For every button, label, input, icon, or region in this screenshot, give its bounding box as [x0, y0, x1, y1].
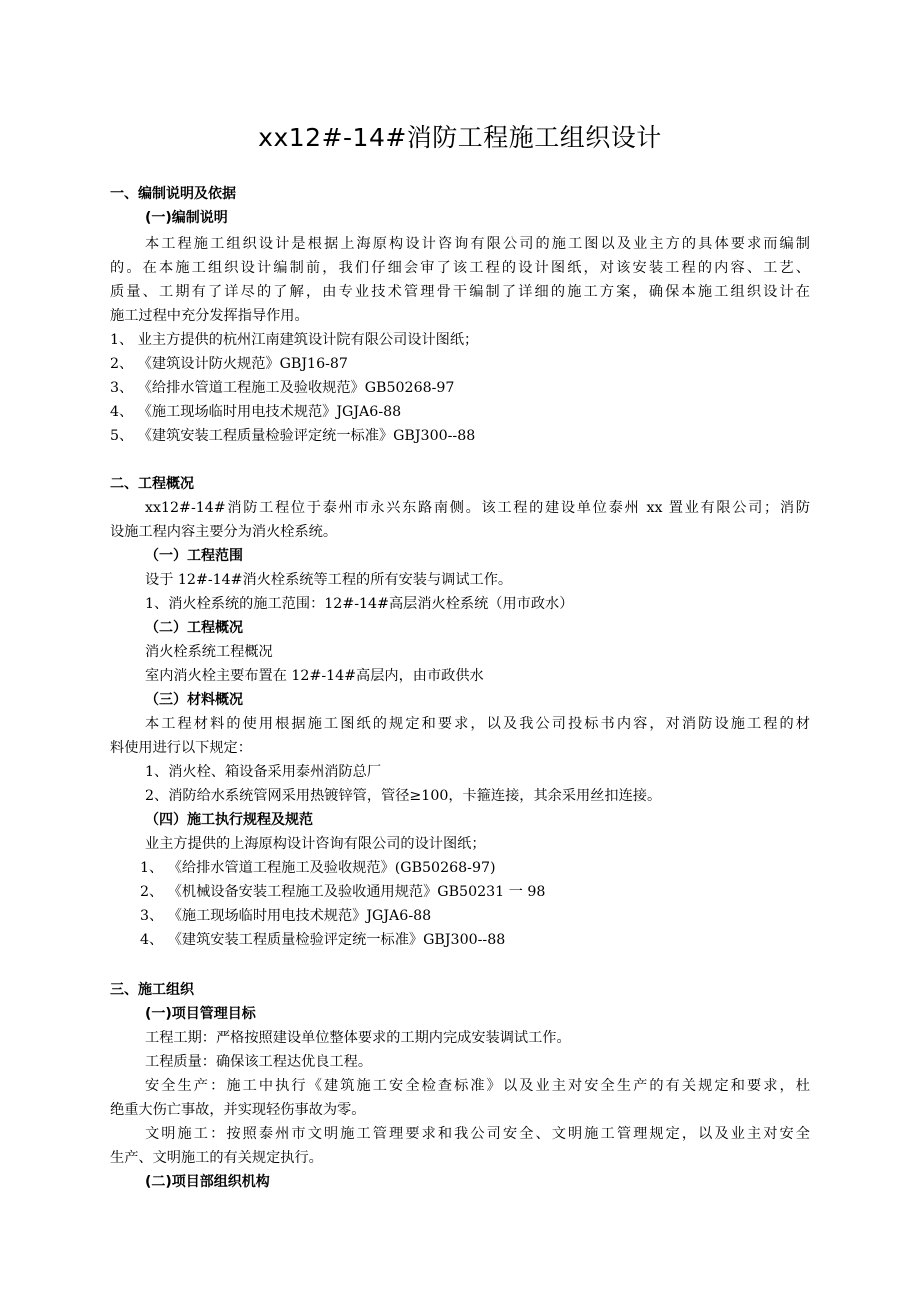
section-3-line-quality: 工程质量：确保该工程达优良工程。 — [145, 1054, 373, 1070]
section-1-paragraph-line: 的。在本施工组织设计编制前，我们仔细会审了该工程的设计图纸，对该安装工程的内容、工艺、 — [110, 260, 810, 276]
section-2-sub4-intro: 业主方提供的上海原构设计咨询有限公司的设计图纸； — [145, 836, 486, 852]
section-2-sub4-item: 4、 《建筑安装工程质量检验评定统一标准》GBJ300--88 — [140, 932, 506, 948]
section-1-item: 2、 《建筑设计防火规范》GBJ16-87 — [110, 356, 348, 372]
section-2-sub3-item: 1、消火栓、箱设备采用泰州消防总厂 — [145, 764, 382, 780]
section-1-item: 3、 《给排水管道工程施工及验收规范》GB50268-97 — [110, 380, 455, 396]
section-1-paragraph-line: 本工程施工组织设计是根据上海原构设计咨询有限公司的施工图以及业主方的具体要求而编制 — [145, 236, 810, 252]
section-2-paragraph-line: xx12#-14#消防工程位于泰州市永兴东路南侧。该工程的建设单位泰州 xx 置业有限公司；消防 — [145, 500, 810, 516]
section-1-item: 4、 《施工现场临时用电技术规范》JGJA6-88 — [110, 404, 402, 420]
section-2-sub2-line: 消火栓系统工程概况 — [145, 644, 273, 660]
section-2-sub1-heading: （一）工程范围 — [145, 548, 243, 564]
section-1-paragraph-line: 施工过程中充分发挥指导作用。 — [110, 308, 309, 324]
section-3-line-civilized: 生产、文明施工的有关规定执行。 — [110, 1150, 323, 1166]
section-2-sub2-line: 室内消火栓主要布置在 12#-14#高层内，由市政供水 — [145, 668, 484, 684]
section-1-item: 1、 业主方提供的杭州江南建筑设计院有限公司设计图纸； — [110, 332, 479, 348]
section-2-sub2-heading: （二）工程概况 — [145, 620, 243, 636]
section-2-heading: 二、工程概况 — [110, 476, 194, 492]
section-2-sub4-item: 2、 《机械设备安装工程施工及验收通用规范》GB50231 一 98 — [140, 884, 546, 900]
section-3-sub2-heading: (二)项目部组织机构 — [145, 1174, 270, 1190]
section-2-sub3-item: 2、消防给水系统管网采用热镀锌管，管径≥100，卡箍连接，其余采用丝扣连接。 — [145, 788, 662, 804]
section-1-item: 5、 《建筑安装工程质量检验评定统一标准》GBJ300--88 — [110, 428, 476, 444]
section-1-paragraph-line: 质量、工期有了详尽的了解，由专业技术管理骨干编制了详细的施工方案，确保本施工组织设计在 — [110, 284, 810, 300]
section-1-heading: 一、编制说明及依据 — [110, 186, 236, 202]
section-3-heading: 三、施工组织 — [110, 982, 194, 998]
section-3-line-schedule: 工程工期：严格按照建设单位整体要求的工期内完成安装调试工作。 — [145, 1030, 571, 1046]
section-2-sub4-heading: （四）施工执行规程及规范 — [145, 812, 313, 828]
section-2-sub4-item: 3、 《施工现场临时用电技术规范》JGJA6-88 — [140, 908, 432, 924]
section-2-sub1-line: 设于 12#-14#消火栓系统等工程的所有安装与调试工作。 — [145, 572, 513, 588]
section-3-sub1-heading: (一)项目管理目标 — [145, 1006, 256, 1022]
section-2-paragraph-line: 设施工程内容主要分为消火栓系统。 — [110, 524, 338, 540]
section-2-sub3-paragraph-line: 本工程材料的使用根据施工图纸的规定和要求，以及我公司投标书内容，对消防设施工程的材 — [145, 716, 810, 732]
section-3-line-civilized: 文明施工：按照泰州市文明施工管理要求和我公司安全、文明施工管理规定，以及业主对安全 — [145, 1126, 810, 1142]
document-title: xx12#-14#消防工程施工组织设计 — [258, 123, 662, 152]
section-3-line-safety: 安全生产：施工中执行《建筑施工安全检查标准》以及业主对安全生产的有关规定和要求，杜 — [145, 1078, 810, 1094]
section-2-sub1-line: 1、消火栓系统的施工范围：12#-14#高层消火栓系统（用市政水） — [145, 596, 574, 612]
section-2-sub3-heading: （三）材料概况 — [145, 692, 243, 708]
section-3-line-safety: 绝重大伤亡事故，并实现轻伤事故为零。 — [110, 1102, 366, 1118]
section-2-sub4-item: 1、 《给排水管道工程施工及验收规范》(GB50268-97) — [140, 860, 496, 876]
section-1-sub1-heading: (一)编制说明 — [145, 210, 228, 226]
section-2-sub3-paragraph-line: 料使用进行以下规定： — [110, 740, 252, 756]
